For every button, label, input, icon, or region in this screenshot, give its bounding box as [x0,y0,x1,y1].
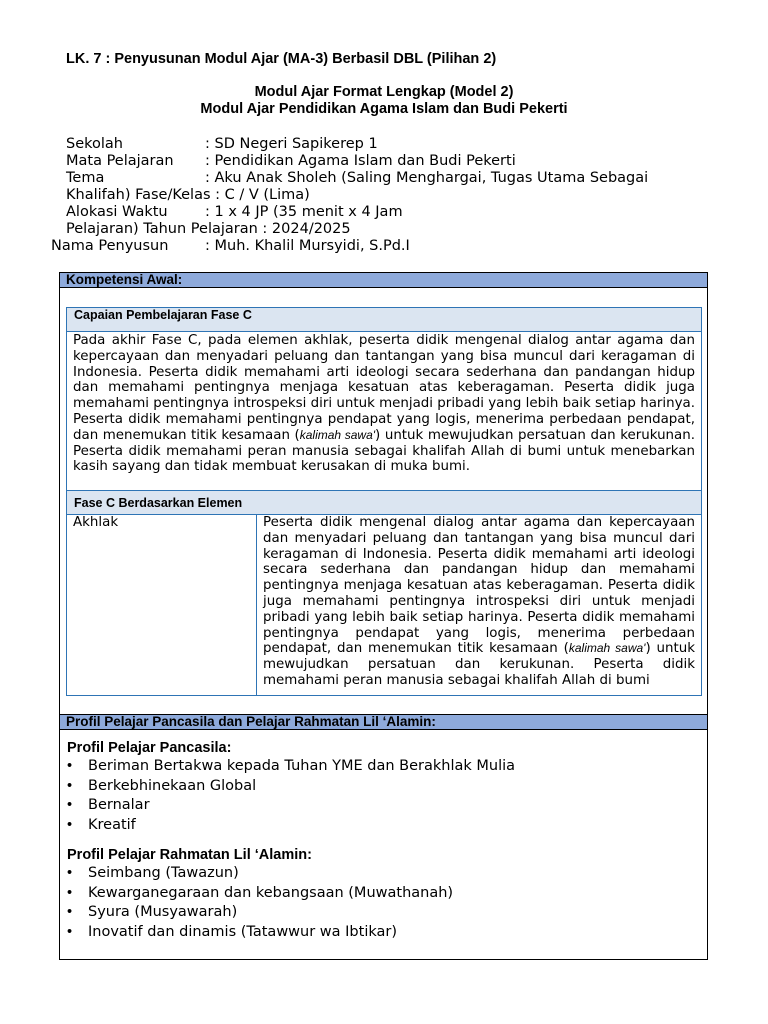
fase-element-header: Fase C Berdasarkan Elemen [67,490,701,514]
element-italic-term: kalimah sawa' [568,641,646,656]
identity-row-sekolah [66,136,378,153]
list-item [67,903,453,923]
bullet-icon: • [67,884,73,901]
lk-title: LK. 7 : Penyusunan Modul Ajar (MA-3) Berbasil DBL (Pilihan 2) [66,51,497,67]
identity-row-penyusun [51,238,410,255]
alokasi-label: Alokasi Waktu [66,204,168,220]
capaian-table [66,307,702,696]
document-title: Modul Ajar Format Lengkap (Model 2) [254,84,514,100]
bullet-icon: • [67,758,73,774]
capaian-header: Capaian Pembelajaran Fase C [67,308,701,332]
penyusun-value: : Muh. Khalil Mursyidi, S.Pd.I [205,238,410,254]
list-item-text: Bernalar [88,797,150,814]
mapel-value: : Pendidikan Agama Islam dan Budi Pekerti [205,153,516,169]
element-name-cell: Akhlak [67,514,257,696]
kompetensi-awal-header: Kompetensi Awal: [60,272,707,288]
element-description-cell [257,514,701,696]
mapel-label: Mata Pelajaran [66,153,174,169]
list-item [67,923,453,943]
identity-row-alokasi-cont: Pelajaran) Tahun Pelajaran : 2024/2025 [66,221,351,237]
bullet-icon: • [67,797,73,814]
alokasi-value: : 1 x 4 JP (35 menit x 4 Jam [205,204,403,220]
sekolah-value: : SD Negeri Sapikerep 1 [205,136,378,152]
pancasila-list [67,757,515,836]
bullet-icon: • [67,865,73,881]
bullet-icon: • [67,904,73,921]
rahmatan-list [67,864,453,943]
list-item [67,757,515,777]
tema-label: Tema [66,170,105,186]
bullet-icon: • [67,777,73,794]
list-item-text: Seimbang (Tawazun) [88,865,239,881]
identity-row-tema-cont: Khalifah) Fase/Kelas : C / V (Lima) [66,187,310,203]
profil-header: Profil Pelajar Pancasila dan Pelajar Rahmatan Lil ‘Alamin: [60,714,707,730]
sekolah-label: Sekolah [66,136,123,152]
list-item [67,864,453,884]
capaian-text-part: ) untuk mewujudkan persatuan dan kerukunan. Peserta didik memahami peran manusia sebagai khalifah Allah di bumi untuk menebarkan kasih sayang dan tidak membuat kerusakan di muka bumi. [73,427,695,475]
list-item [67,884,453,904]
capaian-text-part: Pada akhir Fase C, pada elemen akhlak, peserta didik mengenal dialog antar agama dan kepercayaan dan menyadari peluang dan tantangan yang bisa muncul dari keragaman di Indonesia. Peserta didik memahami arti ideologi secara sederhana dan pandangan hidup dan memahami pentingnya menjaga kesatuan atas keberagaman. Peserta didik juga memahami pentingnya introspeksi diri untuk menjadi pribadi yang lebih baik setiap harinya. Peserta didik memahami pentingnya pendapat yang logis, menerima perbedaan pendapat, dan menemukan titik kesamaan ( [73,333,695,443]
identity-row-mapel [66,153,516,170]
list-item-text: Beriman Bertakwa kepada Tuhan YME dan Berakhlak Mulia [88,758,516,774]
list-item-text: Kreatif [88,817,136,834]
list-item-text: Syura (Musyawarah) [88,904,238,921]
identity-row-alokasi [66,204,403,221]
pancasila-title: Profil Pelajar Pancasila: [67,740,232,756]
list-item-text: Kewarganegaraan dan kebangsaan (Muwathanah) [88,884,454,901]
identity-row-tema [66,170,648,187]
capaian-italic-term: kalimah sawa' [299,427,376,442]
bullet-icon: • [67,817,73,834]
element-text-part: Peserta didik mengenal dialog antar agama dan kepercayaan dan menyadari peluang dan tantangan yang bisa muncul dari keragaman di Indonesia. Peserta didik memahami arti ideologi secara sederhana dan pandangan hidup dan memahami pentingnya menjaga kesatuan atas keberagaman. Peserta didik juga memahami pentingnya introspeksi diri untuk menjadi pribadi yang lebih baik setiap harinya. Peserta didik memahami pentingnya pendapat yang logis, menerima perbedaan pendapat, dan menemukan titik kesamaan ( [263,515,695,657]
element-text-part: ) untuk mewujudkan persatuan dan kerukunan. Peserta didik memahami peran manusia sebagai khalifah Allah di bumi [263,641,695,688]
list-item [67,777,515,797]
penyusun-label: Nama Penyusun [51,238,169,254]
document-subtitle: Modul Ajar Pendidikan Agama Islam dan Budi Pekerti [200,101,568,117]
list-item [67,796,515,816]
module-table [59,272,708,960]
capaian-text [73,333,695,475]
bullet-icon: • [67,924,73,941]
tema-value: : Aku Anak Sholeh (Saling Menghargai, Tugas Utama Sebagai [205,170,649,186]
list-item-text: Inovatif dan dinamis (Tatawwur wa Ibtikar) [88,924,397,941]
rahmatan-title: Profil Pelajar Rahmatan Lil ‘Alamin: [67,847,312,863]
list-item [67,816,515,836]
list-item-text: Berkebhinekaan Global [88,777,257,794]
